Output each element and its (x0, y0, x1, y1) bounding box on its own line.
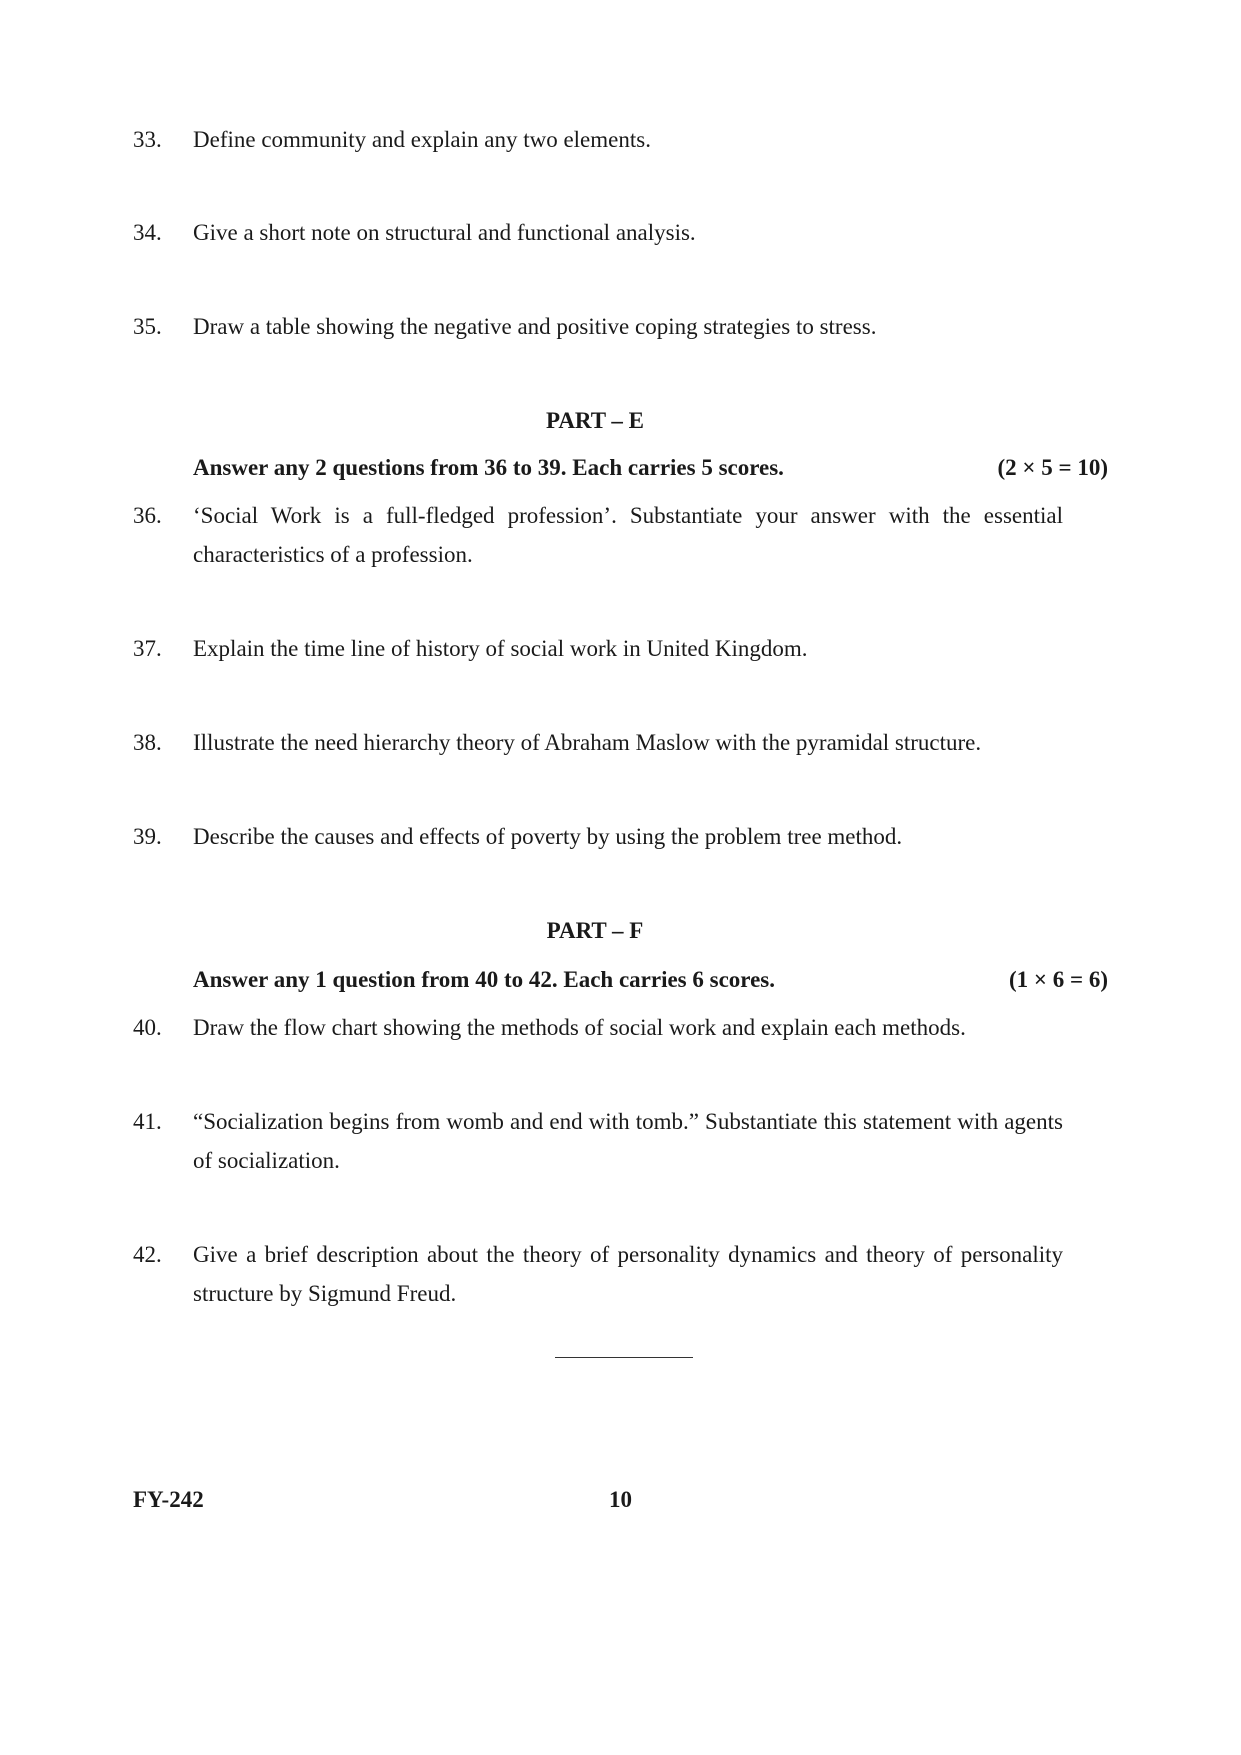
score-allocation: (1 × 6 = 6) (1008, 967, 1108, 992)
question-number: 35. (133, 314, 162, 339)
question-text: Give a short note on structural and functional analysis. (193, 220, 696, 245)
question-number: 40. (133, 1015, 162, 1040)
end-of-paper-rule (555, 1357, 693, 1358)
question-number: 42. (133, 1242, 162, 1267)
question-text: Draw the flow chart showing the methods of social work and explain each methods. (193, 1015, 966, 1040)
question-number: 34. (133, 220, 162, 245)
question-text: “Socialization begins from womb and end with tomb.” Substantiate this statement with agents of socialization. (193, 1109, 1063, 1173)
question-number: 36. (133, 503, 162, 528)
page-number: 10 (609, 1487, 632, 1512)
part-f-instruction (193, 960, 1108, 999)
question-text: Give a brief description about the theory of personality dynamics and theory of personality structure by Sigmund Freud. (193, 1242, 1063, 1306)
question-number: 41. (133, 1109, 162, 1134)
question-number: 37. (133, 636, 162, 661)
question-number: 33. (133, 127, 162, 152)
score-allocation: (2 × 5 = 10) (997, 455, 1108, 480)
question-text: Explain the time line of history of social work in United Kingdom. (193, 636, 808, 661)
question-text: Describe the causes and effects of poverty by using the problem tree method. (193, 824, 903, 849)
instruction-text: Answer any 2 questions from 36 to 39. Each carries 5 scores. (193, 455, 784, 480)
question-text: ‘Social Work is a full-fledged profession’. Substantiate your answer with the essential characteristics of a profession. (193, 503, 1063, 567)
part-e-heading: PART – E (545, 408, 645, 433)
paper-code: FY-242 (133, 1487, 204, 1512)
question-number: 38. (133, 730, 162, 755)
part-e-instruction (193, 448, 1108, 487)
question-text: Illustrate the need hierarchy theory of Abraham Maslow with the pyramidal structure. (193, 730, 982, 755)
instruction-text: Answer any 1 question from 40 to 42. Each carries 6 scores. (193, 967, 775, 992)
question-text: Define community and explain any two elements. (193, 127, 651, 152)
part-f-heading: PART – F (546, 918, 644, 943)
question-number: 39. (133, 824, 162, 849)
question-text: Draw a table showing the negative and positive coping strategies to stress. (193, 314, 877, 339)
